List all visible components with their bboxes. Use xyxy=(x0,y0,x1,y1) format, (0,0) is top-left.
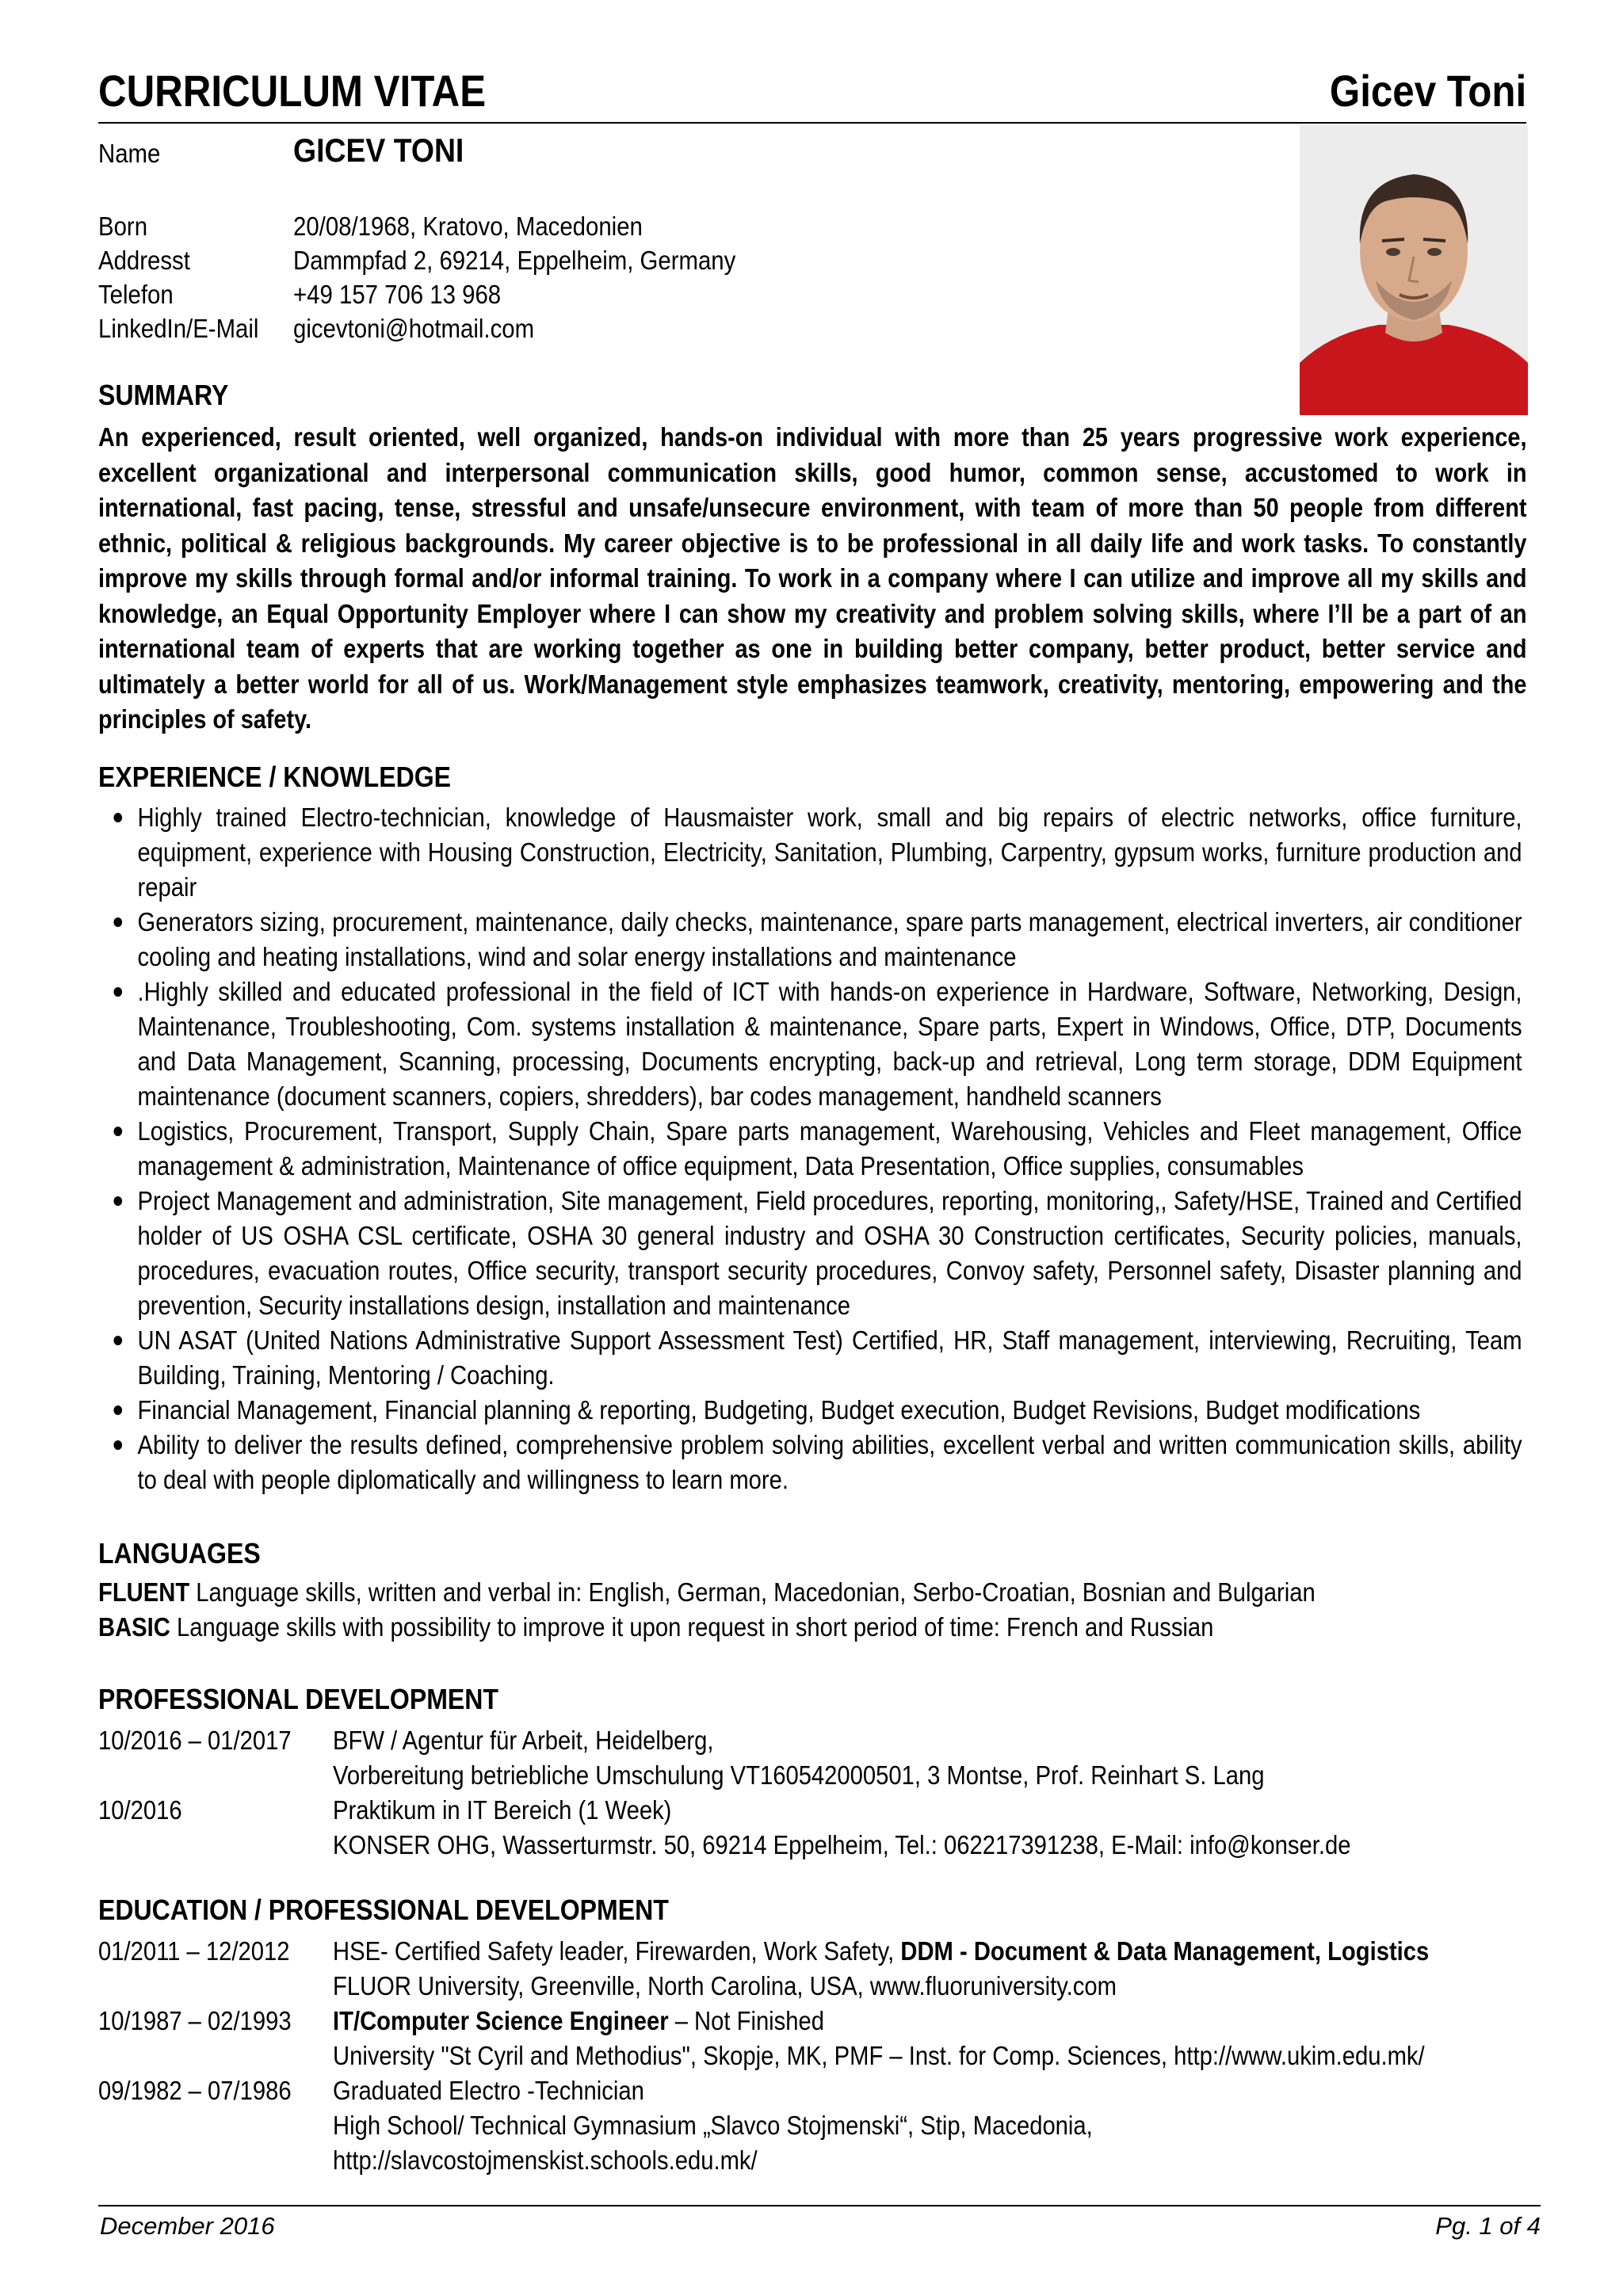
entry-date: 09/1982 – 07/1986 xyxy=(98,2076,292,2105)
entry-title xyxy=(333,1936,1429,1966)
list-item: Highly trained Electro-technician, knowledge of Hausmaister work, small and big repairs of electric networks, office furniture, equipment, experience with Housing Construction, Electricity, Sanitation, Plumbing, Carpentry, gypsum works, furniture production and repair xyxy=(98,800,1522,905)
fluent-text: Language skills, written and verbal in: English, German, Macedonian, Serbo-Croatian, Bosnian and Bulgarian xyxy=(189,1577,1316,1607)
entry-title xyxy=(333,2006,824,2036)
footer-divider xyxy=(98,2205,1541,2206)
entry-detail: University "St Cyril and Methodius", Skopje, MK, PMF – Inst. for Comp. Sciences, http://www.ukim.edu.mk/ xyxy=(333,2041,1425,2070)
email-label: LinkedIn/E-Mail xyxy=(98,314,259,343)
entry-title: Graduated Electro -Technician xyxy=(333,2076,644,2105)
professional-heading: PROFESSIONAL DEVELOPMENT xyxy=(98,1683,498,1715)
entry-title-bold: DDM - Document & Data Management, Logistics xyxy=(900,1936,1430,1966)
list-item: Project Management and administration, Site management, Field procedures, reporting, monitoring,, Safety/HSE, Trained and Certified holder of US OSHA CSL certificate, OSHA 30 general industry and OSHA 30 Construction certificates, Security policies, manuals, procedures, evacuation routes, Office security, transport security procedures, Convoy safety, Personnel safety, Disaster planning and prevention, Security installations design, installation and maintenance xyxy=(98,1184,1522,1323)
basic-text: Language skills with possibility to improve it upon request in short period of time: French and Russian xyxy=(170,1612,1214,1642)
list-item: Ability to deliver the results defined, comprehensive problem solving abilities, excellent verbal and written communication skills, ability to deal with people diplomatically and willingness to learn more. xyxy=(98,1428,1522,1497)
email-value: gicevtoni@hotmail.com xyxy=(293,314,535,343)
entry-detail: KONSER OHG, Wasserturmstr. 50, 69214 Eppelheim, Tel.: 062217391238, E-Mail: info@konser.de xyxy=(333,1830,1351,1859)
summary-text: An experienced, result oriented, well organized, hands-on individual with more than 25 years progressive work experience, excellent organizational and interpersonal communication skills, good humor, common sense, accustomed to work in international, fast pacing, tense, stressful and unsafe/unsecure environment, with team of more than 50 people from different ethnic, political & religious backgrounds. My career objective is to be professional in all daily life and work tasks. To constantly improve my skills through formal and/or informal training. To work in a company where I can utilize and improve all my skills and knowledge, an Equal Opportunity Employer where I can show my creativity and problem solving skills, where I’ll be a part of an international team of experts that are working together as one in building better company, better product, better service and ultimately a better world for all of us. Work/Management style emphasizes teamwork, creativity, mentoring, empowering and the principles of safety. xyxy=(98,422,1527,734)
page-number: Pg. 1 of 4 xyxy=(1435,2212,1541,2240)
profile-photo xyxy=(1300,125,1528,415)
fluent-languages xyxy=(98,1575,1316,1610)
entry-date: 01/2011 – 12/2012 xyxy=(98,1936,290,1966)
phone-value: +49 157 706 13 968 xyxy=(293,280,502,309)
entry-detail: Vorbereitung betriebliche Umschulung VT160542000501, 3 Montse, Prof. Reinhart S. Lang xyxy=(333,1760,1265,1790)
page-header xyxy=(98,62,1526,124)
address-label: Addresst xyxy=(98,246,190,275)
document-title: CURRICULUM VITAE xyxy=(98,66,487,116)
born-label: Born xyxy=(98,212,148,241)
basic-languages xyxy=(98,1610,1213,1645)
header-name: Gicev Toni xyxy=(1329,66,1526,116)
entry-title-text: HSE- Certified Safety leader, Firewarden, Work Safety, xyxy=(333,1936,901,1966)
footer-date: December 2016 xyxy=(100,2212,275,2240)
education-heading: EDUCATION / PROFESSIONAL DEVELOPMENT xyxy=(98,1894,669,1926)
born-value: 20/08/1968, Kratovo, Macedonien xyxy=(293,212,643,241)
entry-title: Praktikum in IT Bereich (1 Week) xyxy=(333,1795,672,1825)
list-item: Financial Management, Financial planning & reporting, Budgeting, Budget execution, Budget Revisions, Budget modifications xyxy=(98,1393,1522,1428)
entry-date: 10/2016 – 01/2017 xyxy=(98,1726,292,1755)
full-name: GICEV TONI xyxy=(293,132,464,169)
name-label: Name xyxy=(98,139,161,168)
phone-label: Telefon xyxy=(98,280,174,309)
entry-title-bold: IT/Computer Science Engineer xyxy=(333,2006,669,2035)
list-item: Generators sizing, procurement, maintenance, daily checks, maintenance, spare parts management, electrical inverters, air conditioner cooling and heating installations, wind and solar energy installations and maintenance xyxy=(98,905,1522,974)
experience-heading: EXPERIENCE / KNOWLEDGE xyxy=(98,761,452,793)
fluent-label: FLUENT xyxy=(98,1577,190,1607)
list-item: .Highly skilled and educated professional in the field of ICT with hands-on experience in Hardware, Software, Networking, Design, Maintenance, Troubleshooting, Com. systems installation & maintenance, Spare parts, Expert in Windows, Office, DTP, Documents and Data Management, Scanning, processing, Documents encrypting, back-up and retrieval, Long term storage, DDM Equipment maintenance (document scanners, copiers, shredders), bar codes management, handheld scanners xyxy=(98,974,1522,1114)
entry-detail: FLUOR University, Greenville, North Carolina, USA, www.fluoruniversity.com xyxy=(333,1971,1117,2000)
languages-heading: LANGUAGES xyxy=(98,1537,261,1569)
experience-list xyxy=(98,800,1522,1497)
basic-label: BASIC xyxy=(98,1612,170,1642)
entry-title: BFW / Agentur für Arbeit, Heidelberg, xyxy=(333,1726,714,1755)
entry-detail: High School/ Technical Gymnasium „Slavco Stojmenski“, Stip, Macedonia, xyxy=(333,2111,1093,2140)
address-value: Dammpfad 2, 69214, Eppelheim, Germany xyxy=(293,246,736,275)
summary-heading: SUMMARY xyxy=(98,379,229,411)
entry-title-text: – Not Finished xyxy=(668,2006,825,2035)
list-item: Logistics, Procurement, Transport, Supply Chain, Spare parts management, Warehousing, Vehicles and Fleet management, Office management & administration, Maintenance of office equipment, Data Presentation, Office supplies, consumables xyxy=(98,1114,1522,1184)
list-item: UN ASAT (United Nations Administrative Support Assessment Test) Certified, HR, Staff management, interviewing, Recruiting, Team Building, Training, Mentoring / Coaching. xyxy=(98,1323,1522,1393)
entry-detail: http://slavcostojmenskist.schools.edu.mk/ xyxy=(333,2145,758,2175)
entry-date: 10/1987 – 02/1993 xyxy=(98,2006,292,2035)
entry-date: 10/2016 xyxy=(98,1795,182,1825)
